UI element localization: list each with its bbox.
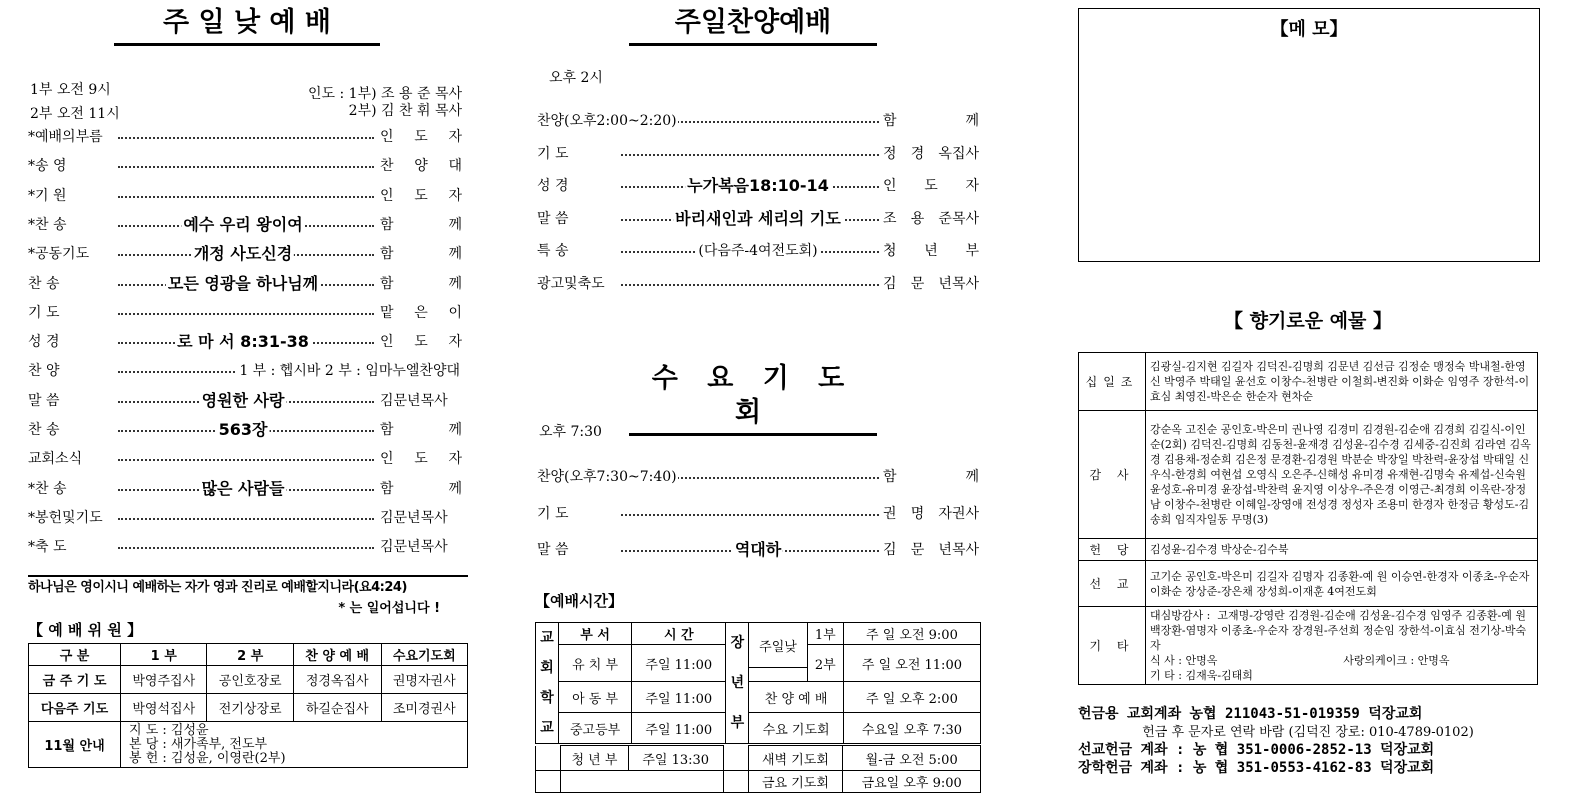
memo-box[interactable]	[1078, 8, 1540, 262]
leader-line-1: 인도 : 1부) 조 용 준 목사	[308, 86, 462, 102]
order-item	[537, 240, 979, 262]
table-header: 1 부	[121, 644, 207, 666]
order-item	[537, 539, 979, 561]
table-cell: 1부	[807, 623, 843, 645]
order-item-label: 찬 양	[28, 360, 61, 382]
order-item-leader: 인 도 자	[378, 448, 462, 470]
table-cell: 박영석집사	[121, 694, 207, 722]
order-item-label: 찬 송	[28, 273, 61, 295]
table-cell: 전기상장로	[207, 694, 293, 722]
schedule-table	[535, 622, 981, 744]
table-cell: 주 일 오전 11:00	[843, 645, 980, 682]
order-item-leader: 정 경 옥집사	[881, 143, 979, 165]
order-item-content: 역대하	[734, 540, 782, 559]
order-item-leader: 함 께	[378, 273, 462, 295]
order-item	[537, 143, 979, 165]
table-row	[29, 722, 468, 768]
table-cell: 금요 기도회	[748, 771, 843, 793]
order-item-leader: 김 문 년목사	[881, 273, 979, 295]
table-cell: 청 년 부	[561, 746, 629, 771]
order-item-label: 말 씀	[28, 390, 61, 412]
order-item-leader: 맡 은 이	[378, 302, 462, 324]
table-row	[1079, 561, 1538, 607]
table-cell: 금요일 오후 9:00	[843, 771, 981, 793]
row-text: 강순옥 고진순 공인호-박은미 권나영 김경미 김경원-김순애 김경희 김길식-이인순(2회) 김덕진-김명희 김동천-윤재경 김성윤-김수경 김세중-김진희 김라연 김옥경 김용채-정순희 김은정 문경환-김경원 박분순 박장일 박찬력-윤장섭 박태일 신우식-한경희 여현섭 오영식 오은주-신해성 유미경 유재현-김명숙 유제섭-신숙원 윤성호-유미경 윤장섭-박찬력 윤지영 이상우-주은경 이영근-최경희 이옥란-장정남 이창수-천병란 이혜일-장영애 전성경 정성자 조용미 한경자 한정금 황성도-김송희 임직자일동 무명(3)	[1146, 411, 1538, 539]
table-cell: 권명자권사	[381, 666, 467, 694]
table-row	[29, 694, 468, 722]
offerings-table	[1078, 352, 1538, 685]
order-item	[537, 208, 979, 230]
november-info: 지 도 : 김성윤 본 당 : 새가족부, 전도부 봉 헌 : 김성윤, 이영란(2부)	[121, 722, 468, 768]
table-cell: 주일낮	[749, 623, 807, 668]
table-cell: 새벽 기도회	[748, 746, 843, 771]
schedule-title: 【예배시간】	[535, 592, 623, 610]
order-item-label: *축 도	[28, 536, 68, 558]
order-item-label: 기 도	[28, 302, 61, 324]
table-cell: 주일 11:00	[632, 713, 726, 744]
table-row	[1079, 353, 1538, 411]
leader-line-2: 2부) 김 찬 휘 목사	[348, 103, 462, 119]
row-label: 다음주 기도	[29, 694, 121, 722]
table-cell: 박영주집사	[121, 666, 207, 694]
order-item-leader: 김문년목사	[378, 390, 462, 412]
order-item	[28, 478, 462, 500]
order-item-leader: 함 께	[378, 478, 462, 500]
order-item-label: *찬 송	[28, 214, 68, 236]
stand-note: * 는 일어섭니다 !	[338, 601, 440, 616]
table-row	[1079, 411, 1538, 539]
order-item	[28, 448, 462, 470]
service-time-2: 2부 오전 11시	[30, 106, 120, 122]
order-item	[28, 507, 462, 529]
sunday-service-title: 주 일 낮 예 배	[114, 6, 380, 40]
table-cell: 주일 13:30	[628, 746, 723, 771]
order-item-leader: 인 도 자	[378, 331, 462, 353]
row-label: 헌 당	[1079, 539, 1146, 561]
order-item-content: 로 마 서 8:31-38	[177, 332, 309, 352]
order-item-content: 1 부 : 헵시바 2 부 : 임마누엘찬양대	[237, 360, 462, 382]
order-item	[537, 273, 979, 295]
order-item-label: 특 송	[537, 240, 570, 262]
table-cell: 수요 기도회	[749, 713, 844, 744]
order-item-leader: 함 께	[378, 419, 462, 441]
order-item-label: *봉헌및기도	[28, 507, 104, 529]
row-label: 기 타	[1079, 607, 1146, 685]
row-label: 금 주 기 도	[29, 666, 121, 694]
table-cell: 정경옥집사	[293, 666, 381, 694]
order-item-leader: 김문년목사	[378, 536, 462, 558]
order-item-content: 많은 사람들	[201, 478, 285, 498]
order-item	[28, 390, 462, 412]
order-item-content: 개정 사도신경	[193, 244, 293, 264]
table-row	[1079, 539, 1538, 561]
november-label: 11월 안내	[29, 722, 121, 768]
order-item-label: *공동기도	[28, 243, 90, 265]
order-item-label: *예배의부름	[28, 126, 104, 148]
table-cell: 주일 11:00	[632, 645, 726, 682]
worship-committee-title: 【 예 배 위 원 】	[28, 621, 143, 639]
row-text: 김성윤-김수경 박상순-김수북	[1146, 539, 1538, 561]
order-item-leader: 인 도 자	[378, 126, 462, 148]
table-cell	[723, 771, 748, 793]
table-header: 수요기도회	[381, 644, 467, 666]
praise-time: 오후 2시	[549, 70, 603, 86]
order-item	[28, 360, 462, 382]
order-item	[537, 466, 979, 488]
row-label: 십일조	[1079, 353, 1146, 411]
order-item-label: *기 원	[28, 185, 68, 207]
order-item	[28, 185, 462, 207]
scholarship-account-line: 장학헌금 계좌 : 농 협 351-0553-4162-83 덕장교회	[1078, 760, 1435, 776]
memo-title: 【메 모】	[1270, 19, 1348, 40]
table-cell: 2부	[807, 645, 843, 682]
table-cell	[536, 771, 561, 793]
order-item	[28, 331, 462, 353]
table-cell	[561, 771, 724, 793]
order-item-label: 성 경	[537, 175, 570, 197]
row-text: 김광실-김지현 김길자 김덕진-김명희 김문년 김선금 김정순 맹정숙 박내철-한영신 박영주 박태일 윤선호 이창수-천병란 이철희-변진화 이화순 임영주 장한석-이효심 최영진-박은순 한순자 현차순	[1146, 353, 1538, 411]
table-cell: 주일 11:00	[632, 682, 726, 713]
order-item-leader: 함 께	[881, 466, 979, 488]
table-cell: 유 치 부	[559, 645, 632, 682]
praise-service-title: 주일찬양예배	[629, 6, 877, 40]
worship-committee-table	[28, 643, 468, 768]
table-cell: 조미경권사	[381, 694, 467, 722]
row-label: 감 사	[1079, 411, 1146, 539]
service-time-1: 1부 오전 9시	[30, 82, 111, 98]
order-item-leader: 조 용 준목사	[881, 208, 979, 230]
table-cell: 중고등부	[559, 713, 632, 744]
wednesday-service-title: 수 요 기 도 회	[629, 362, 877, 430]
verse-text: 하나님은 영이시니 예배하는 자가 영과 진리로 예배할지니라(요4:24)	[28, 575, 468, 598]
order-item-label: *찬 송	[28, 478, 68, 500]
row-label: 선 교	[1079, 561, 1146, 607]
order-item	[28, 214, 462, 236]
order-item	[537, 503, 979, 525]
table-row	[1079, 607, 1538, 685]
table-cell: 아 동 부	[559, 682, 632, 713]
order-item-content: 영원한 사랑	[201, 390, 285, 410]
table-cell: 찬 양 예 배	[749, 682, 844, 713]
order-item-leader: 인 도 자	[881, 175, 979, 197]
order-item-leader: 함 께	[378, 214, 462, 236]
order-item-content: (다음주-4여전도회)	[696, 240, 819, 262]
contact-line: 헌금 후 문자로 연락 바람 (김덕진 장로: 010-4789-0102)	[1142, 725, 1474, 740]
order-item-leader: 함 께	[378, 243, 462, 265]
order-item-leader: 찬 양 대	[378, 155, 462, 177]
offering-account-line: 헌금용 교회계좌 농협 211043-51-019359 덕장교회	[1078, 706, 1423, 722]
order-item-label: *송 영	[28, 155, 68, 177]
order-item	[537, 110, 979, 132]
order-item	[28, 419, 462, 441]
offerings-title: 【 향기로운 예물 】	[1224, 310, 1392, 332]
table-cell: 주 일 오후 2:00	[843, 682, 980, 713]
order-item-leader: 함 께	[881, 110, 979, 132]
table-cell: 공인호장로	[207, 666, 293, 694]
order-item-leader: 김문년목사	[378, 507, 462, 529]
order-item-leader: 김 문 년목사	[881, 539, 979, 561]
school-group-label: 교회학교	[536, 623, 559, 744]
table-header: 2 부	[207, 644, 293, 666]
order-item-label: 말 씀	[537, 539, 570, 561]
table-header: 부 서	[559, 623, 632, 645]
order-item-content: 예수 우리 왕이여	[183, 214, 303, 234]
order-item	[28, 126, 462, 148]
order-item	[28, 302, 462, 324]
schedule-table-bottom	[535, 745, 981, 793]
order-item-label: 기 도	[537, 503, 570, 525]
table-cell: 수요일 오후 7:30	[843, 713, 980, 744]
order-item-leader: 청 년 부	[881, 240, 979, 262]
order-item-leader: 권 명 자권사	[881, 503, 979, 525]
order-item-content: 563장	[218, 420, 268, 439]
order-item-label: 성 경	[28, 331, 61, 353]
order-item	[28, 155, 462, 177]
order-item-content: 모든 영광을 하나님께	[167, 273, 319, 293]
order-item-label: 교회소식	[28, 448, 83, 470]
table-header: 찬 양 예 배	[293, 644, 381, 666]
order-item	[28, 536, 462, 558]
order-item	[28, 273, 462, 295]
order-item-label: 광고및축도	[537, 273, 606, 295]
wednesday-time: 오후 7:30	[539, 424, 602, 440]
order-item-content: 누가복음18:10-14	[687, 176, 829, 195]
table-cell	[536, 746, 561, 771]
order-item-leader: 인 도 자	[378, 185, 462, 207]
adult-group-label: 장년부	[726, 623, 749, 744]
table-cell	[723, 746, 748, 771]
table-cell: 월-금 오전 5:00	[843, 746, 981, 771]
row-text: 대심방감사 : 고재명-강영란 김경원-김순애 김성윤-김수경 임영주 김종환-예 원 백장환-염명자 이종초-우순자 장경원-주선희 정순임 장한석-이효심 전기상-박숙자 식 사 : 안명옥 사랑의케이크 : 안명옥 기 타 : 김재욱-김태희	[1146, 607, 1538, 685]
mission-account-line: 선교헌금 계좌 : 농 협 351-0006-2852-13 덕장교회	[1078, 742, 1435, 758]
table-header: 시 간	[632, 623, 726, 645]
table-header: 구 분	[29, 644, 121, 666]
order-item-label: 말 씀	[537, 208, 570, 230]
table-cell: 하길순집사	[293, 694, 381, 722]
order-item-label: 찬 송	[28, 419, 61, 441]
table-cell: 주 일 오전 9:00	[843, 623, 980, 645]
row-text: 고기순 공인호-박은미 김길자 김명자 김종환-예 원 이승연-한경자 이종초-우순자 이화순 장상준-장은채 장성희-이재훈 4여전도회	[1146, 561, 1538, 607]
order-item-label: 찬양(오후7:30~7:40)	[537, 466, 678, 488]
order-item-label: 기 도	[537, 143, 570, 165]
order-item-label: 찬양(오후2:00~2:20)	[537, 110, 678, 132]
order-item	[28, 243, 462, 265]
table-cell	[749, 668, 807, 682]
order-item	[537, 175, 979, 197]
order-item-content: 바리새인과 세리의 기도	[675, 208, 841, 228]
table-row	[29, 666, 468, 694]
